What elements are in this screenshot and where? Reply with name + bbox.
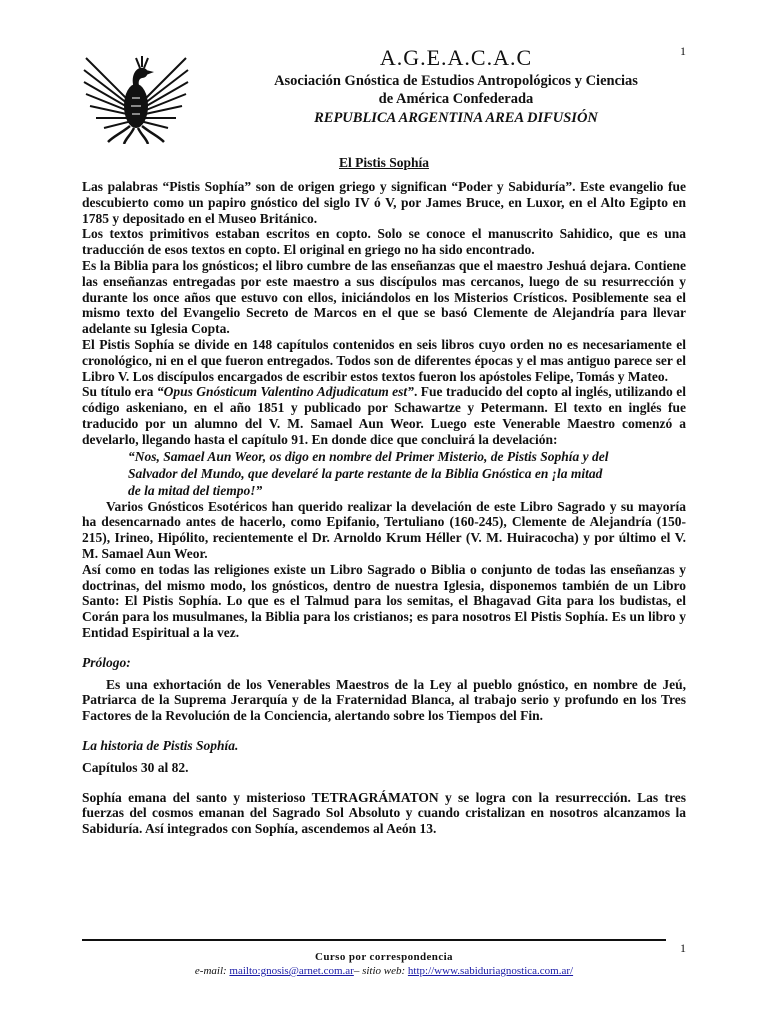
document-title: El Pistis Sophía (338, 155, 430, 170)
footer-course-title: Curso por correspondencia (315, 951, 453, 963)
paragraph-chapters: El Pistis Sophía se divide en 148 capítulos contenidos en seis libros cuyo orden no es necesariamente el cronológico, ni en el que fueron entregados. Todos son de diferentes épocas y el mas antiguo parece ser el Libro V. Los discípulos encargados de escribir estos textos fueron los apóstoles Felipe, Tomás y Mateo. (82, 336, 686, 384)
historia-heading: La historia de Pistis Sophía. (82, 737, 239, 753)
document-body (82, 179, 686, 837)
paragraph-final: Sophía emana del santo y misterioso TETRAGRÁMATON y se logra con la resurrección. Las tres fuerzas del cosmos emanan del Sagrado Sol Absoluto y cuando cristalizan en nosotros alcanzamos la Sabiduría. Así integrados con Sophía, ascendemos al Aeón 13. (82, 789, 686, 837)
paragraph-esoterics: Varios Gnósticos Esotéricos han querido realizar la develación de este Libro Sagrado y su mayoría ha desencarnado antes de hacerlo, como Epifanio, Tertuliano (160-245), Clemente de Alejandría (150-215), Irineo, Hipólito, recientemente el Dr. Arnoldo Krum Héller (V. M. Huiracocha) y por último el V. M. Samael Aun Weor. (82, 498, 686, 561)
paragraph-title-translation (82, 384, 686, 447)
page-number-bottom: 1 (680, 941, 686, 955)
web-separator: – sitio web: (353, 965, 408, 977)
organization-name-line1: Asociación Gnóstica de Estudios Antropológicos y Ciencias (274, 73, 638, 89)
paragraph-sacred-book: Así como en todas las religiones existe un Libro Sagrado o Biblia o conjunto de todas las enseñanzas y doctrinas, del mismo modo, los gnósticos, dentro de nuestra Iglesia, disponemos también de un Libro Santo: El Pistis Sophía. Lo que es el Talmud para los semitas, el Bhagavad Gita para los budistas, el Corán para los musulmanes, la Biblia para los cristianos; es para nosotros El Pistis Sophía. Es un libro y Entidad Espiritual a la vez. (82, 561, 686, 640)
paragraph-bible: Es la Biblia para los gnósticos; el libro cumbre de las enseñanzas que el maestro Jeshuá dejara. Contiene las enseñanzas entregadas por este maestro a sus discípulos mas cercanos, luego de su resurrección y durante los once años que estuvo con ellos, iniciándolos en los Misterios Crísticos. Posiblemente sea el mismo texto del Evangelio Secreto de Marcos en el que se basó Clemente de Alejandría para llevar adelante su Iglesia Copta. (82, 257, 686, 337)
prologo-heading: Prólogo: (82, 654, 131, 670)
capitulos-line: Capítulos 30 al 82. (82, 759, 189, 775)
website-link[interactable]: http://www.sabiduriagnostica.com.ar/ (407, 965, 574, 977)
email-link[interactable]: mailto:gnosis@arnet.com.ar (229, 965, 354, 977)
prologo-text: Es una exhortación de los Venerables Maestros de la Ley al pueblo gnóstico, en nombre de Jeú, Patriarca de la Suprema Jerarquía y de la Fraternidad Blanca, al trabajo serio y profundo en los Tres Factores de la Revolución de la Conciencia, alertando sobre los Tiempos del Fin. (82, 676, 686, 724)
footer-divider (82, 939, 666, 941)
organization-header (226, 44, 686, 128)
email-label: e-mail: (194, 965, 230, 977)
paragraph-title-pre: Su título era (82, 384, 157, 400)
footer-contact (0, 965, 768, 977)
paragraph-title-post: . Fue traducido del copto al inglés, utilizando el código askeniano, en el año 1851 y publicado por Schawartze y Petermann. El texto en inglés fue traducido por un alumno del V. M. Samael Aun Weor. Luego este Venerable Maestro comenzó a develarlo, llegando hasta el capítulo 91. En donde dice que concluirá la develación: (82, 384, 686, 447)
paragraph-texts: Los textos primitivos estaban escritos en copto. Solo se conoce el manuscrito Sahidico, que es una traducción de esos textos en copto. El original en griego no ha sido encontrado. (82, 226, 686, 258)
paragraph-origin: Las palabras “Pistis Sophía” son de origen griego y significan “Poder y Sabiduría”. Este evangelio fue descubierto como un papiro gnóstico del siglo IV ó V, por James Bruce, en Luxor, en el Alto Egipto en 1785 y depositado en el Museo Británico. (82, 179, 686, 226)
organization-name-line2: de América Confederada (378, 91, 534, 107)
samael-quote: “Nos, Samael Aun Weor, os digo en nombre del Primer Misterio, de Pistis Sophía y del Salvador del Mundo, que develaré la parte restante de la Biblia Gnóstica en ¡la mitad de la mitad del tiempo!” (128, 448, 609, 498)
organization-acronym: A.G.E.A.C.A.C (379, 45, 533, 70)
organization-region: REPUBLICA ARGENTINA AREA DIFUSIÓN (314, 110, 598, 126)
latin-title: “Opus Gnósticum Valentino Adjudicatum est” (156, 384, 414, 400)
page-number-top: 1 (680, 44, 686, 58)
phoenix-emblem-icon (80, 48, 192, 144)
